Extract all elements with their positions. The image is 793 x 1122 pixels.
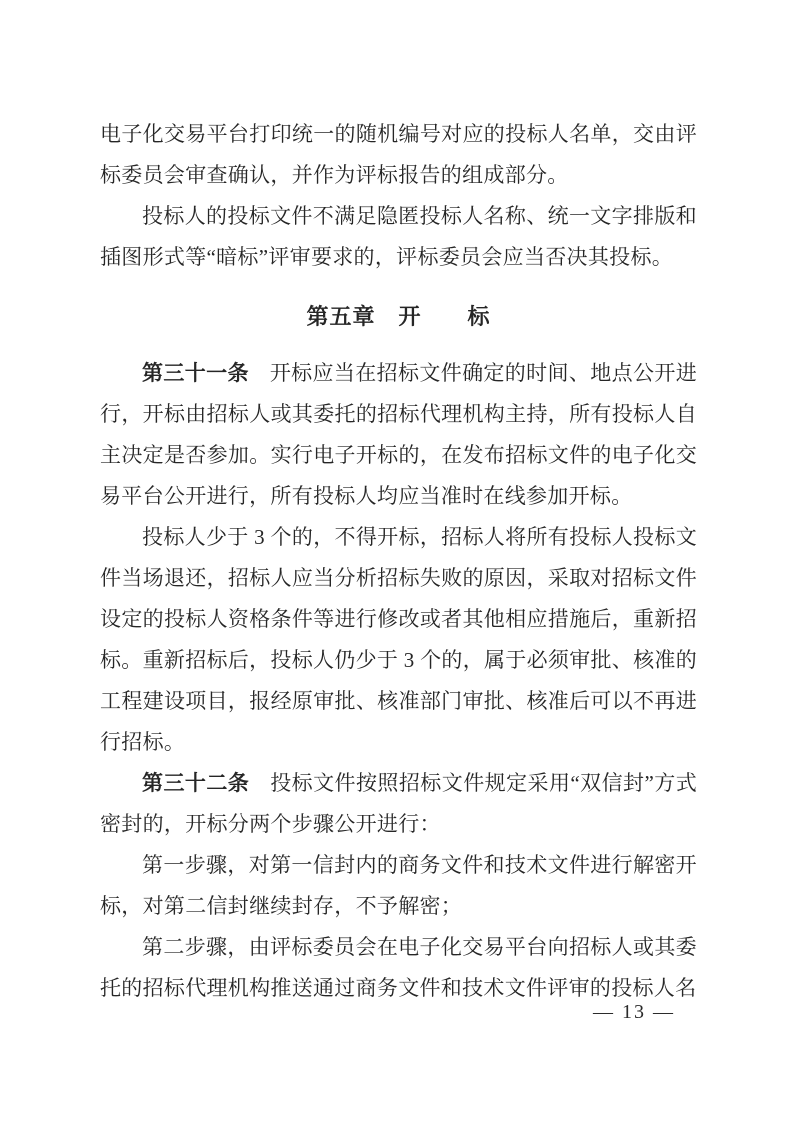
article-number: 第三十一条 [142,361,249,385]
paragraph [100,517,697,763]
document-body [100,114,697,1009]
paragraph-text: 投标人的投标文件不满足隐匿投标人名称、统一文字排版和插图形式等“暗标”评审要求的，评标委员会应当否决其投标。 [100,204,697,269]
paragraph [100,114,697,196]
paragraph-text: 第二步骤，由评标委员会在电子化交易平台向招标人或其委托的招标代理机构推送通过商务文件和技术文件评审的投标人名 [100,935,697,1000]
paragraph-text: 投标文件按照招标文件规定采用“双信封”方式密封的，开标分两个步骤公开进行： [100,771,697,836]
chapter-heading: 第五章 开 标 [306,304,491,329]
article-paragraph [100,763,697,845]
paragraph-text: 电子化交易平台打印统一的随机编号对应的投标人名单，交由评标委员会审查确认，并作为评标报告的组成部分。 [100,122,697,187]
paragraph [100,927,697,1009]
article-number: 第三十二条 [142,771,250,795]
paragraph [100,196,697,278]
paragraph [100,845,697,927]
paragraph-text: 投标人少于 3 个的，不得开标，招标人将所有投标人投标文件当场退还，招标人应当分析招标失败的原因，采取对招标文件设定的投标人资格条件等进行修改或者其他相应措施后，重新招标。重新招标后，投标人仍少于 3 个的，属于必须审批、核准的工程建设项目，报经原审批、核准部门审批、核准后可以不再进行招标。 [100,525,697,754]
page-number: — 13 — [593,1001,675,1023]
article-paragraph [100,353,697,517]
paragraph-text: 第一步骤，对第一信封内的商务文件和技术文件进行解密开标，对第二信封继续封存，不予解密； [100,853,697,918]
paragraph-text: 开标应当在招标文件确定的时间、地点公开进行，开标由招标人或其委托的招标代理机构主持，所有投标人自主决定是否参加。实行电子开标的，在发布招标文件的电子化交易平台公开进行，所有投标人均应当准时在线参加开标。 [100,361,697,508]
